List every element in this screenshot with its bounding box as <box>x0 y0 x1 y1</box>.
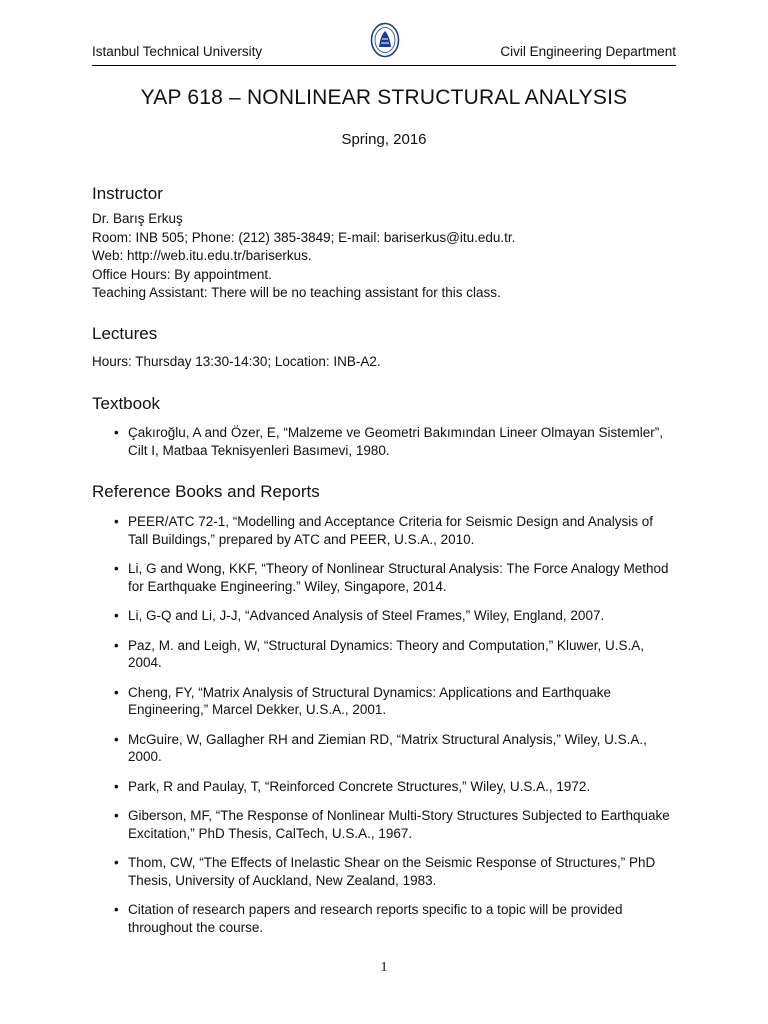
bullet-icon: • <box>114 514 119 529</box>
reference-entry: Li, G-Q and Li, J-J, “Advanced Analysis of Steel Frames,” Wiley, England, 2007. <box>128 608 605 623</box>
teaching-assistant: Teaching Assistant: There will be no teaching assistant for this class. <box>92 285 501 300</box>
lectures-hours <box>92 353 676 372</box>
bullet-icon: • <box>114 684 119 700</box>
bullet-icon: • <box>114 778 119 794</box>
bullet-icon: • <box>114 608 119 623</box>
references-list <box>92 513 676 936</box>
university-seal-icon <box>370 22 400 58</box>
list-item <box>92 854 676 889</box>
reference-entry: Cheng, FY, “Matrix Analysis of Structural Dynamics: Applications and Earthquake Engineering,” Marcel Dekker, U.S.A., 2001. <box>128 684 611 717</box>
reference-entry: PEER/ATC 72-1, “Modelling and Acceptance Criteria for Seismic Design and Analysis of Tall Buildings,” prepared by ATC and PEER, U.S.A., 2010. <box>128 514 653 547</box>
instructor-details <box>92 210 676 303</box>
list-item <box>92 807 676 842</box>
document-page <box>92 0 676 1024</box>
bullet-icon: • <box>114 637 119 653</box>
reference-entry: Citation of research papers and research reports specific to a topic will be provided throughout the course. <box>128 902 623 935</box>
instructor-name: Dr. Barış Erkuş <box>92 211 183 226</box>
reference-entry: McGuire, W, Gallagher RH and Ziemian RD, “Matrix Structural Analysis,” Wiley, U.S.A., 2000. <box>128 731 647 764</box>
instructor-contact: Room: INB 505; Phone: (212) 385-3849; E-mail: bariserkus@itu.edu.tr. <box>92 229 516 245</box>
header-rule <box>92 65 676 66</box>
list-item <box>92 901 676 936</box>
references-heading: Reference Books and Reports <box>92 482 320 501</box>
reference-entry: Park, R and Paulay, T, “Reinforced Concrete Structures,” Wiley, U.S.A., 1972. <box>128 778 591 794</box>
list-item <box>92 637 676 672</box>
list-item <box>92 560 676 595</box>
list-item <box>92 424 676 459</box>
bullet-icon: • <box>114 808 119 823</box>
course-term: Spring, 2016 <box>341 131 427 148</box>
lectures-line: Hours: Thursday 13:30-14:30; Location: INB-A2. <box>92 354 381 369</box>
header-department: Civil Engineering Department <box>500 44 676 59</box>
list-item <box>92 731 676 766</box>
reference-entry: Li, G and Wong, KKF, “Theory of Nonlinear Structural Analysis: The Force Analogy Method for Earthquake Engineering.” Wiley, Singapore, 2014. <box>128 561 669 594</box>
bullet-icon: • <box>114 425 119 440</box>
bullet-icon: • <box>114 561 119 576</box>
textbook-entry: Çakıroğlu, A and Özer, E, “Malzeme ve Geometri Bakımından Lineer Olmayan Sistemler”, Cilt I, Matbaa Teknisyenleri Basımevi, 1980. <box>128 425 663 458</box>
textbook-list <box>92 424 676 459</box>
reference-entry: Giberson, MF, “The Response of Nonlinear Multi-Story Structures Subjected to Earthquake Excitation,” PhD Thesis, CalTech, U.S.A., 1967. <box>128 808 670 841</box>
list-item <box>92 513 676 548</box>
bullet-icon: • <box>114 855 119 870</box>
list-item <box>92 778 676 796</box>
bullet-icon: • <box>114 731 119 747</box>
reference-entry: Thom, CW, “The Effects of Inelastic Shear on the Seismic Response of Structures,” PhD Thesis, University of Auckland, New Zealand, 1983. <box>128 855 656 888</box>
bullet-icon: • <box>114 902 119 917</box>
office-hours: Office Hours: By appointment. <box>92 266 272 282</box>
textbook-heading: Textbook <box>92 394 161 413</box>
course-title: YAP 618 – NONLINEAR STRUCTURAL ANALYSIS <box>140 86 628 109</box>
header-university: Istanbul Technical University <box>92 44 263 59</box>
list-item <box>92 607 676 625</box>
reference-entry: Paz, M. and Leigh, W, “Structural Dynamics: Theory and Computation,” Kluwer, U.S.A, 2004. <box>128 637 644 670</box>
page-number: 1 <box>380 960 388 975</box>
instructor-web: Web: http://web.itu.edu.tr/bariserkus. <box>92 248 312 263</box>
instructor-heading: Instructor <box>92 184 163 203</box>
list-item <box>92 684 676 719</box>
lectures-heading: Lectures <box>92 324 158 343</box>
